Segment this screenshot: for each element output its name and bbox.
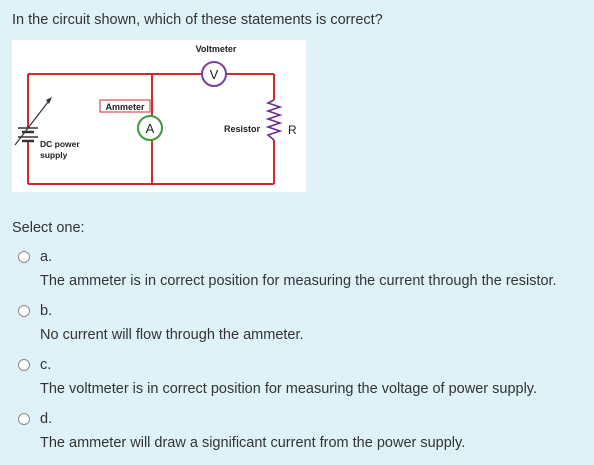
option-letter: a.: [40, 249, 53, 265]
option-letter: c.: [40, 357, 52, 373]
circuit-svg: [12, 40, 306, 192]
option-b[interactable]: [18, 302, 588, 343]
voltmeter-symbol: V: [209, 67, 219, 82]
option-c[interactable]: [18, 356, 588, 397]
option-a[interactable]: [18, 248, 588, 289]
ammeter-label: Ammeter: [105, 102, 145, 112]
supply-label-line1: DC power: [40, 139, 80, 149]
question-text: In the circuit shown, which of these statements is correct?: [12, 12, 383, 28]
radio-option-c[interactable]: [18, 359, 30, 371]
resistor-icon: [268, 100, 280, 140]
option-text[interactable]: The ammeter will draw a significant current from the power supply.: [40, 435, 466, 451]
voltmeter-label: Voltmeter: [195, 44, 237, 54]
circuit-diagram: [12, 40, 306, 192]
option-text[interactable]: No current will flow through the ammeter.: [40, 327, 304, 343]
radio-option-d[interactable]: [18, 413, 30, 425]
option-text[interactable]: The voltmeter is in correct position for measuring the voltage of power supply.: [40, 381, 537, 397]
radio-option-a[interactable]: [18, 251, 30, 263]
option-text[interactable]: The ammeter is in correct position for measuring the current through the resistor.: [40, 273, 557, 289]
option-letter: d.: [40, 411, 53, 427]
option-d[interactable]: [18, 410, 588, 451]
resistor-label: Resistor: [224, 124, 261, 134]
option-letter: b.: [40, 303, 53, 319]
select-one-label: Select one:: [12, 220, 85, 236]
radio-option-b[interactable]: [18, 305, 30, 317]
ammeter-symbol: A: [145, 121, 155, 136]
battery-icon: [15, 97, 52, 145]
supply-label-line2: supply: [40, 150, 68, 160]
resistor-symbol: R: [288, 123, 297, 137]
